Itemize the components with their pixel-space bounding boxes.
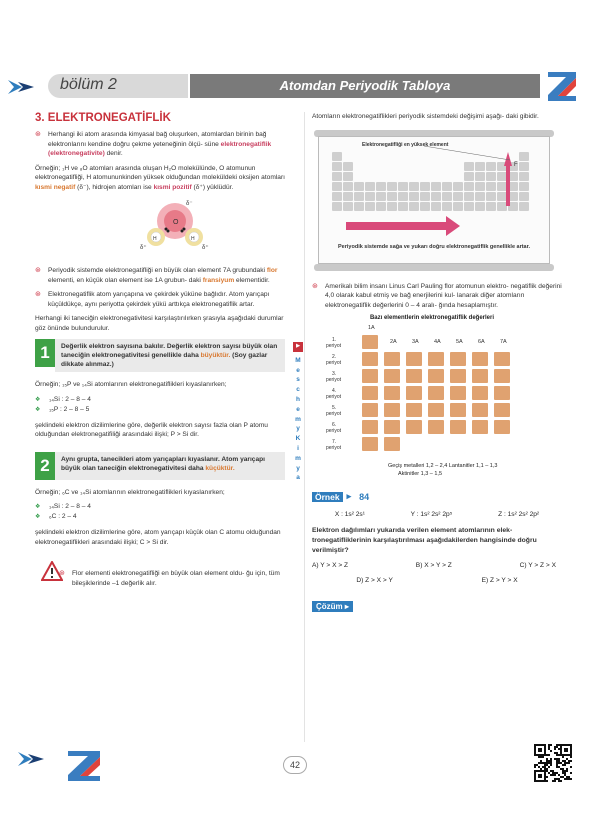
period-number: 2. xyxy=(332,354,337,360)
group-label: 5A xyxy=(456,339,463,345)
trend-intro: Atomların elektronegatiflikleri periyodik sistemdeki değişimi aşağı- daki gibidir. xyxy=(312,113,539,120)
compare-paragraph: Herhangi iki taneciğin elektronegativitesi karşılaştırılırken şrasıyla aşağıdaki durumlar göz önünde bulundurulur. xyxy=(35,315,284,332)
element-tile xyxy=(406,352,422,366)
element-tile xyxy=(384,437,400,451)
element-tile xyxy=(406,369,422,383)
strip-letter: s xyxy=(296,376,300,384)
element-tile xyxy=(472,403,488,417)
element-tile xyxy=(428,352,444,366)
delta-plus-label-2: δ⁺ xyxy=(202,245,209,251)
footer-z-logo-icon xyxy=(64,748,104,784)
formula-x: X : 1s² 2s¹ xyxy=(334,510,365,518)
group-label: 7A xyxy=(500,339,507,345)
water-example: Örneğin; ₁H ve ₈O atomları arasında oluşan H₂O molekülünde, O atomunun elektronegatifliği, H atomununkinden yüksek olduğundan moleküldeki oksijen atomları kısmi negatif (δ⁻), hidrojen atomları ise kısmi pozitif (δ⁺) yüklüdür. xyxy=(35,164,285,191)
period-label: periyot xyxy=(326,394,342,400)
element-tile xyxy=(362,352,378,366)
element-tile xyxy=(494,352,510,366)
element-tile xyxy=(362,335,378,349)
oxygen-label: O xyxy=(173,219,179,226)
element-tile xyxy=(472,352,488,366)
element-tile xyxy=(428,403,444,417)
qr-code-icon xyxy=(534,744,572,782)
page-number: 42 xyxy=(283,756,307,774)
element-tile xyxy=(494,386,510,400)
example-1: Örneğin; ₁₅P ve ₁₄Si atomlarının elektronegatiflikleri kıyaslanırken; xyxy=(35,381,227,388)
element-tile xyxy=(494,420,510,434)
element-tile xyxy=(406,403,422,417)
board-bottom-label: Periyodik sistemde sağa ve yukarı doğru elektronegatiflik genellikle artar. xyxy=(338,243,530,250)
strip-letter: M xyxy=(295,356,301,364)
choice-e[interactable]: E) Z > Y > X xyxy=(481,576,518,584)
rule-2 xyxy=(35,452,285,480)
left-column xyxy=(35,112,285,593)
element-tile xyxy=(472,386,488,400)
trend-arrows xyxy=(314,130,554,272)
element-tile xyxy=(362,386,378,400)
formula-row xyxy=(312,511,562,518)
strip-letter: e xyxy=(296,366,300,374)
strip-letter: i xyxy=(297,444,299,452)
example-arrow-icon: ▸ xyxy=(346,491,352,501)
delta-minus-label: δ⁻ xyxy=(186,201,193,207)
strip-letter: c xyxy=(296,386,300,394)
choice-d[interactable]: D) Z > X > Y xyxy=(356,576,393,584)
table-note-1: Geçiş metalleri 1,2 – 2,4 Lantanitler 1,1 – 1,3 xyxy=(388,463,498,469)
rule-number: 2 xyxy=(35,452,55,480)
element-tile xyxy=(384,352,400,366)
element-tile xyxy=(362,437,378,451)
element-tile xyxy=(472,420,488,434)
choice-c[interactable]: C) Y > Z > X xyxy=(519,561,556,569)
column-divider xyxy=(304,112,305,742)
strip-letter: K xyxy=(295,435,301,443)
element-tile xyxy=(472,369,488,383)
example-label: Örnek xyxy=(312,492,343,502)
group-label: 6A xyxy=(478,339,485,345)
formula-y: Y : 1s² 2s² 2p⁵ xyxy=(410,510,453,518)
section-title: 3. ELEKTRONEGATİFLİK xyxy=(35,112,171,124)
hydrogen-label-2: H xyxy=(191,236,195,242)
choice-a[interactable]: A) Y > X > Z xyxy=(312,561,349,569)
example-1-result: şeklindeki elektron dizilimlerine göre, değerlik elektron sayısı fazla olan P atomu olduğundan elektronegatifiliği arasındaki ilişki; P > Si dir. xyxy=(35,421,268,438)
strip-letter: y xyxy=(296,464,300,472)
board-f-label: F xyxy=(514,161,518,168)
period-label: periyot xyxy=(326,445,342,451)
table-title: Bazı elementlerin elektronegatiflik değerleri xyxy=(369,315,495,321)
config-si: ❖ ₁₄Si : 2 – 8 – 4 xyxy=(35,395,285,405)
element-tile xyxy=(362,369,378,383)
period-number: 7. xyxy=(332,439,337,445)
group-label: 1A xyxy=(368,325,375,331)
brand-z-logo-icon xyxy=(544,68,580,104)
element-tile xyxy=(450,403,466,417)
chapter-label: bölüm 2 xyxy=(48,74,188,98)
period-label: periyot xyxy=(326,360,342,366)
board-top-label: Elektronegatifliği en yüksek element xyxy=(362,141,449,148)
trend-board xyxy=(314,130,554,272)
vertical-subject-strip xyxy=(293,342,303,483)
formula-z: Z : 1s² 2s² 2p² xyxy=(498,510,540,518)
rule-1 xyxy=(35,339,285,372)
electronegativity-table xyxy=(312,315,552,485)
element-tile xyxy=(428,369,444,383)
config-p: ❖ ₁₅P : 2 – 8 – 5 xyxy=(35,405,285,415)
period-label: periyot xyxy=(326,377,342,383)
element-tile xyxy=(384,403,400,417)
strip-letter: e xyxy=(296,405,300,413)
choices-row-1 xyxy=(312,562,562,569)
period-number: 1. xyxy=(332,337,337,343)
element-tile xyxy=(384,386,400,400)
max-min-bullet: ⊛ Periyodik sistemde elektronegatifliği en büyük olan element 7A grubundaki flor elementi, en küçük olan element ise 1A grubun- daki fransiyum elementidir. xyxy=(35,266,285,285)
group-label: 2A xyxy=(390,339,397,345)
header-title: Atomdan Periyodik Tabloya xyxy=(190,74,540,98)
element-tile xyxy=(494,403,510,417)
definition-bullet: ⊛ Herhangi iki atom arasında kimyasal bağ oluşurken, atomlardan birinin bağ elektronlarını kendine doğru çekme yeteneğinin ölçü- süne elektronegatiflik (elektronegativite) denir. xyxy=(35,130,285,159)
element-tile xyxy=(362,420,378,434)
period-number: 6. xyxy=(332,422,337,428)
period-label: periyot xyxy=(326,343,342,349)
strip-play-icon: ▶ xyxy=(293,342,303,352)
rule-number: 1 xyxy=(35,339,55,367)
element-tile xyxy=(362,403,378,417)
period-number: 4. xyxy=(332,388,337,394)
water-molecule-illustration xyxy=(130,199,220,253)
example-number: 84 xyxy=(359,491,370,502)
element-tile xyxy=(428,386,444,400)
strip-letter: m xyxy=(295,454,301,462)
element-tile xyxy=(494,369,510,383)
solution-label: Çözüm ▸ xyxy=(312,601,353,612)
radius-bullet: ⊛ Elektronegatiflik atom yarıçapına ve çekirdek yüküne bağlıdır. Atom yarıçapı küçüldükçe, aynı periyotta çekirdek yükü arttıkça elektronegatiflik artar. xyxy=(35,290,285,309)
strip-letter: m xyxy=(295,415,301,423)
period-label: periyot xyxy=(326,411,342,417)
example-2-result: şeklindeki elektron dizilimlerine göre, atom yarıçapı küçük olan C atomu olduğundan elektronegatiflikleri arasındaki ilişki; C > Si dir. xyxy=(35,529,281,546)
rule-text: Değerlik elektron sayısına bakılır. Değerlik elektron sayısı büyük olan taneciğin elektronegativitesi genellikle daha büyüktür. (Soy gazlar dikkate alınmaz.) xyxy=(55,339,285,372)
table-note-2: Aktinitler 1,3 – 1,5 xyxy=(398,471,443,477)
delta-plus-label-1: δ⁺ xyxy=(140,245,147,251)
period-number: 3. xyxy=(332,371,337,377)
group-label: 4A xyxy=(434,339,441,345)
element-tile xyxy=(450,369,466,383)
strip-letter: a xyxy=(296,474,300,482)
electronegativity-grid xyxy=(312,325,552,475)
element-tile xyxy=(450,420,466,434)
group-label: 3A xyxy=(412,339,419,345)
choices-row-2 xyxy=(312,577,562,584)
page-header xyxy=(0,66,591,106)
rule-text: Aynı grupta, tanecikleri atom yarıçapları kıyaslanır. Atom yarıçapı büyük olan taneciğin elektronegativitesi daha küçüktür. xyxy=(55,452,285,480)
pauling-bullet: ⊛ Amerikalı bilim insanı Linus Carl Pauling flor atomunun elektro- negatiflik değerini 4,0 olarak kabul etmiş ve bağ enerjilerini kul- lanarak diğer atomların elektronegatiflik değerlerini 0 – 4 aralı- ğında hesaplamıştır. xyxy=(312,282,562,311)
config-si-2: ❖ ₁₄Si : 2 – 8 – 4 xyxy=(35,502,285,512)
strip-letter: h xyxy=(296,395,300,403)
question-text: Elektron dağılımları yukarıda verilen element atomlarının elek- tronegatifliklerinin karşılaştırılması aşağıdakilerden hangisinde doğru verilmiştir? xyxy=(312,526,537,554)
element-tile xyxy=(450,386,466,400)
element-tile xyxy=(406,386,422,400)
element-tile xyxy=(384,420,400,434)
choice-b[interactable]: B) X > Y > Z xyxy=(415,561,452,569)
hydrogen-label-1: H xyxy=(153,236,157,242)
element-tile xyxy=(428,420,444,434)
config-c: ❖ ₆C : 2 – 4 xyxy=(35,512,285,522)
element-tile xyxy=(384,369,400,383)
right-column xyxy=(312,112,562,614)
period-label: periyot xyxy=(326,428,342,434)
example-header xyxy=(312,491,373,502)
warning-text: ⊛ Flor elementi elektronegatifliği en büyük olan element oldu- ğu için, tüm bileşiklerinde –1 değerlik alır. xyxy=(59,569,285,588)
element-tile xyxy=(450,352,466,366)
period-number: 5. xyxy=(332,405,337,411)
warning-note xyxy=(35,569,285,588)
example-2: Örneğin; ₆C ve ₁₄Si atomlarının elektronegatiflikleri kıyaslanırken; xyxy=(35,488,225,496)
brand-arrow-icon xyxy=(8,74,38,100)
element-tile xyxy=(406,420,422,434)
footer-arrow-icon xyxy=(18,746,48,772)
strip-letter: y xyxy=(296,425,300,433)
